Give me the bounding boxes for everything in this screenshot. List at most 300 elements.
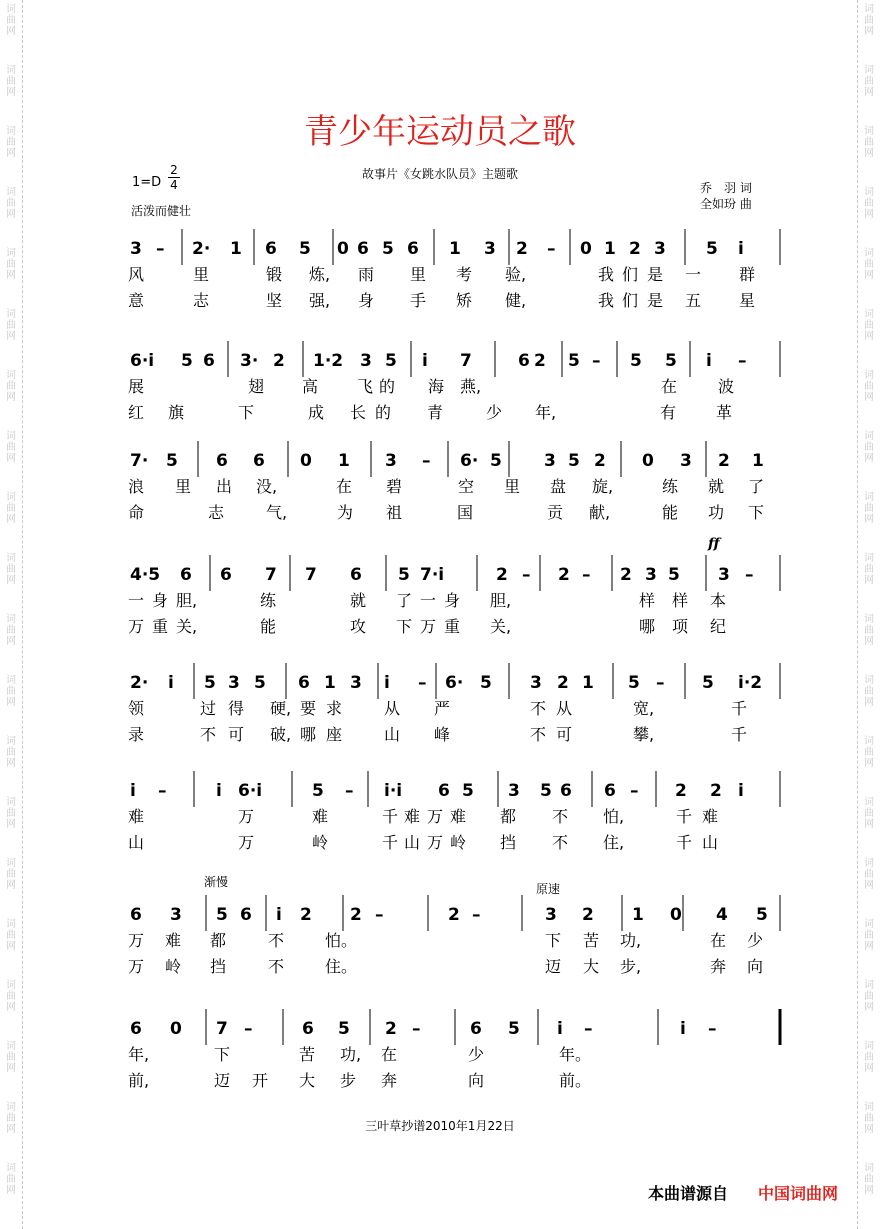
lyric-syllable: 千 <box>731 725 748 744</box>
hold-dash: – <box>522 565 531 585</box>
lyric-syllable: 展 <box>128 377 145 396</box>
note: 3 <box>130 239 142 259</box>
lyric-syllable: 样 <box>672 591 689 610</box>
lyric-syllable: 前。 <box>559 1071 592 1090</box>
lyric-syllable: 可 <box>556 725 573 744</box>
lyric-syllable: 可 <box>228 725 245 744</box>
note: 3 <box>718 565 730 585</box>
note: 2 <box>300 905 312 925</box>
lyric-syllable: 不 <box>200 725 217 744</box>
lyric-syllable: 波 <box>718 377 735 396</box>
ritardando-mark: 渐慢 <box>204 875 229 889</box>
note: 5 <box>398 565 410 585</box>
hold-dash: – <box>345 781 354 801</box>
note: i <box>422 351 428 371</box>
lyric-syllable: 胆, <box>490 591 512 610</box>
lyric-syllable: 了 <box>396 591 413 610</box>
lyric-syllable: 功, <box>340 1045 362 1064</box>
lyric-syllable: 不 <box>530 699 547 718</box>
lyric-syllable: 座 <box>326 725 343 744</box>
lyric-syllable: 难 <box>128 807 145 826</box>
watermark-text: 词 曲 网 <box>6 370 16 403</box>
note: 6 <box>180 565 192 585</box>
lyric-syllable: 从 <box>384 699 401 718</box>
lyric-syllable: 万 <box>128 957 145 976</box>
note: 6 <box>302 1019 314 1039</box>
note: 6 <box>407 239 419 259</box>
lyric-syllable: 一 <box>685 265 702 284</box>
lyric-syllable: 岭 <box>165 957 182 976</box>
note: 3 <box>530 673 542 693</box>
lyric-syllable: 在 <box>336 477 353 496</box>
lyric-syllable: 坚 <box>266 291 283 310</box>
lyric-syllable: 在 <box>661 377 678 396</box>
lyric-line-verse1 <box>0 807 880 831</box>
lyric-syllable: 得 <box>228 699 245 718</box>
note: 6·i <box>238 781 263 801</box>
watermark-text: 词 曲 网 <box>6 858 16 891</box>
lyric-syllable: 空 <box>458 477 475 496</box>
transcriber-note: 三叶草抄谱2010年1月22日 <box>365 1119 515 1133</box>
watermark-text: 词 曲 网 <box>6 1041 16 1074</box>
lyric-syllable: 了 <box>748 477 765 496</box>
hold-dash: – <box>375 905 384 925</box>
note: 1 <box>324 673 336 693</box>
watermark-text: 词 曲 网 <box>864 370 874 403</box>
lyric-syllable: 过 <box>200 699 217 718</box>
lyric-syllable: 志 <box>193 291 210 310</box>
watermark-text: 词 曲 网 <box>864 736 874 769</box>
lyric-syllable: 成 <box>308 403 325 422</box>
note: 6 <box>298 673 310 693</box>
watermark-text: 词 曲 网 <box>864 248 874 281</box>
lyric-syllable: 没, <box>256 477 278 496</box>
lyric-syllable: 样 <box>639 591 656 610</box>
note: 7 <box>265 565 277 585</box>
hold-dash: – <box>745 565 754 585</box>
note: 6·i <box>130 351 155 371</box>
lyric-syllable: 能 <box>260 617 277 636</box>
lyric-syllable: 难 <box>702 807 719 826</box>
note: 5 <box>480 673 492 693</box>
lyric-syllable: 难 <box>404 807 421 826</box>
lyric-syllable: 旗 <box>168 403 185 422</box>
key-signature: 1=D <box>132 175 162 190</box>
note: 2 <box>496 565 508 585</box>
lyric-syllable: 长 <box>350 403 367 422</box>
lyric-syllable: 破, <box>270 725 292 744</box>
lyric-syllable: 不 <box>552 807 569 826</box>
hold-dash: – <box>708 1019 717 1039</box>
lyric-syllable: 千 <box>676 833 693 852</box>
lyric-syllable: 有 <box>660 403 677 422</box>
note: 6 <box>240 905 252 925</box>
lyric-syllable: 山 <box>702 833 719 852</box>
watermark-text: 词 曲 网 <box>864 126 874 159</box>
lyric-syllable: 万 <box>238 807 255 826</box>
lyric-syllable: 锻 <box>266 265 283 284</box>
lyric-syllable: 不 <box>268 957 285 976</box>
watermark-text: 词 曲 网 <box>6 1102 16 1135</box>
note: 2 <box>273 351 285 371</box>
note: 2 <box>534 351 546 371</box>
lyric-syllable: 少 <box>747 931 764 950</box>
note: 5 <box>706 239 718 259</box>
lyric-syllable: 考 <box>456 265 473 284</box>
lyric-syllable: 岭 <box>312 833 329 852</box>
note: 5 <box>508 1019 520 1039</box>
note: 1 <box>752 451 764 471</box>
watermark-text: 词 曲 网 <box>6 431 16 464</box>
watermark-text: 词 曲 网 <box>6 553 16 586</box>
lyric-syllable: 录 <box>128 725 145 744</box>
note: 7 <box>305 565 317 585</box>
song-subtitle: 故事片《女跳水队员》主题歌 <box>361 167 518 181</box>
note: i <box>130 781 136 801</box>
note: 2 <box>582 905 594 925</box>
note: 2· <box>192 239 211 259</box>
note: 6 <box>438 781 450 801</box>
lyric-syllable: 练 <box>260 591 277 610</box>
lyric-line-verse1 <box>0 477 880 501</box>
note: 1 <box>604 239 616 259</box>
lyric-syllable: 献, <box>589 503 611 522</box>
watermark-text: 词 曲 网 <box>6 126 16 159</box>
note: 3 <box>544 451 556 471</box>
lyric-syllable: 千 <box>676 807 693 826</box>
lyric-syllable: 千 <box>382 807 399 826</box>
lyric-syllable: 手 <box>410 291 427 310</box>
lyric-syllable: 求 <box>326 699 343 718</box>
note: 2 <box>594 451 606 471</box>
lyric-syllable: 峰 <box>434 725 451 744</box>
note: i <box>276 905 282 925</box>
lyric-syllable: 翅 <box>248 377 265 396</box>
watermark-text: 词 曲 网 <box>864 919 874 952</box>
notation-row <box>0 895 880 935</box>
source-site-link[interactable]: 中国词曲网 <box>758 1184 839 1203</box>
note: 0 <box>170 1019 182 1039</box>
note: i <box>384 673 390 693</box>
source-label: 本曲谱源自 <box>648 1184 729 1203</box>
note: 5 <box>204 673 216 693</box>
lyric-line-verse1 <box>0 931 880 955</box>
note: 1 <box>582 673 594 693</box>
lyric-syllable: 少 <box>486 403 503 422</box>
note: 2 <box>675 781 687 801</box>
note: i <box>680 1019 686 1039</box>
note: 6 <box>604 781 616 801</box>
watermark-text: 词 曲 网 <box>6 65 16 98</box>
hold-dash: – <box>412 1019 421 1039</box>
lyric-syllable: 步, <box>620 957 642 976</box>
watermark-text: 词 曲 网 <box>864 187 874 220</box>
note: 5 <box>338 1019 350 1039</box>
lyric-syllable: 们 <box>622 291 639 310</box>
tempo-marking: 活泼而健壮 <box>131 204 192 218</box>
watermark-text: 词 曲 网 <box>6 675 16 708</box>
hold-dash: – <box>418 673 427 693</box>
note: 5 <box>299 239 311 259</box>
lyric-syllable: 功, <box>620 931 642 950</box>
note: i <box>557 1019 563 1039</box>
note: 6 <box>253 451 265 471</box>
lyric-syllable: 迈 <box>545 957 562 976</box>
lyric-syllable: 气, <box>266 503 288 522</box>
lyric-syllable: 红 <box>128 403 145 422</box>
lyric-syllable: 命 <box>128 503 145 522</box>
lyric-syllable: 海 <box>428 377 445 396</box>
note: 5 <box>568 351 580 371</box>
note: 5 <box>665 351 677 371</box>
song-title: 青少年运动员之歌 <box>304 112 576 152</box>
lyric-line-verse1 <box>0 265 880 289</box>
lyric-syllable: 重 <box>444 617 461 636</box>
lyric-syllable: 攻 <box>350 617 367 636</box>
lyric-syllable: 从 <box>556 699 573 718</box>
note: 3 <box>360 351 372 371</box>
note: 5 <box>254 673 266 693</box>
hold-dash: – <box>738 351 747 371</box>
lyric-syllable: 里 <box>175 477 192 496</box>
note: i·i <box>384 781 403 801</box>
lyric-syllable: 不 <box>268 931 285 950</box>
note: 6 <box>220 565 232 585</box>
note: 3 <box>228 673 240 693</box>
lyric-syllable: 难 <box>312 807 329 826</box>
notation-row <box>0 229 880 269</box>
note: i <box>216 781 222 801</box>
lyric-syllable: 里 <box>193 265 210 284</box>
lyric-syllable: 功 <box>708 503 725 522</box>
lyric-syllable: 旋, <box>592 477 614 496</box>
lyric-syllable: 在 <box>710 931 727 950</box>
note: 2 <box>710 781 722 801</box>
lyric-syllable: 万 <box>238 833 255 852</box>
meter-top: 2 <box>170 163 178 177</box>
lyric-syllable: 严 <box>434 699 451 718</box>
lyric-syllable: 盘 <box>550 477 567 496</box>
note: 6· <box>445 673 464 693</box>
watermark-text: 词 曲 网 <box>6 309 16 342</box>
lyric-syllable: 就 <box>708 477 725 496</box>
lyric-syllable: 奔 <box>381 1071 398 1090</box>
watermark-text: 词 曲 网 <box>6 1163 16 1196</box>
note: 6 <box>560 781 572 801</box>
watermark-text: 词 曲 网 <box>864 797 874 830</box>
lyric-syllable: 是 <box>647 291 664 310</box>
lyric-syllable: 风 <box>128 265 145 284</box>
hold-dash: – <box>582 565 591 585</box>
watermark-text: 词 曲 网 <box>864 492 874 525</box>
watermark-text: 词 曲 网 <box>6 187 16 220</box>
lyric-syllable: 下 <box>238 403 255 422</box>
note: 6 <box>518 351 530 371</box>
lyric-syllable: 青 <box>427 403 444 422</box>
note: 6 <box>357 239 369 259</box>
hold-dash: – <box>592 351 601 371</box>
note: 7 <box>216 1019 228 1039</box>
lyric-syllable: 我 <box>598 265 615 284</box>
note: 6 <box>203 351 215 371</box>
lyric-syllable: 大 <box>299 1071 316 1090</box>
watermark-text: 词 曲 网 <box>864 1163 874 1196</box>
lyric-syllable: 硬, <box>270 699 292 718</box>
note: 3 <box>508 781 520 801</box>
note: 3 <box>680 451 692 471</box>
lyric-syllable: 苦 <box>583 931 600 950</box>
lyric-syllable: 住, <box>603 833 625 852</box>
note: 2 <box>557 673 569 693</box>
note: 5 <box>630 351 642 371</box>
lyric-syllable: 身 <box>358 291 375 310</box>
watermark-text: 词 曲 网 <box>6 736 16 769</box>
lyric-syllable: 年, <box>535 403 557 422</box>
lyric-syllable: 炼, <box>309 265 331 284</box>
lyric-syllable: 项 <box>672 617 689 636</box>
note: 3· <box>240 351 259 371</box>
note: 5 <box>166 451 178 471</box>
lyric-syllable: 千 <box>382 833 399 852</box>
note: 5 <box>312 781 324 801</box>
lyric-syllable: 能 <box>662 503 679 522</box>
lyric-syllable: 胆, <box>176 591 198 610</box>
watermark-text: 词 曲 网 <box>6 248 16 281</box>
watermark-text: 词 曲 网 <box>864 309 874 342</box>
lyric-syllable: 都 <box>210 931 227 950</box>
lyric-syllable: 志 <box>208 503 225 522</box>
lyric-syllable: 难 <box>450 807 467 826</box>
lyric-line-verse1 <box>0 591 880 615</box>
watermark-text: 词 曲 网 <box>864 431 874 464</box>
lyric-syllable: 开 <box>252 1071 269 1090</box>
note: 4·5 <box>130 565 161 585</box>
note: 3 <box>385 451 397 471</box>
watermark-text: 词 曲 网 <box>6 919 16 952</box>
lyric-syllable: 大 <box>583 957 600 976</box>
lyric-syllable: 年, <box>128 1045 150 1064</box>
lyric-line-verse2 <box>0 725 880 749</box>
note: 5 <box>385 351 397 371</box>
note: 6 <box>130 905 142 925</box>
note: 7 <box>460 351 472 371</box>
lyric-syllable: 万 <box>427 807 444 826</box>
note: 1·2 <box>313 351 344 371</box>
lyric-syllable: 就 <box>350 591 367 610</box>
note: 5 <box>490 451 502 471</box>
lyric-syllable: 关, <box>176 617 198 636</box>
note: 2 <box>448 905 460 925</box>
lyric-syllable: 练 <box>662 477 679 496</box>
lyric-syllable: 强, <box>309 291 331 310</box>
lyric-syllable: 前, <box>128 1071 150 1090</box>
lyric-syllable: 千 <box>731 699 748 718</box>
note: 6· <box>460 451 479 471</box>
note: 2 <box>385 1019 397 1039</box>
lyric-line-verse1 <box>0 699 880 723</box>
lyric-line-verse2 <box>0 833 880 857</box>
watermark-text: 词 曲 网 <box>864 553 874 586</box>
lyric-syllable: 纪 <box>710 617 727 636</box>
note: 3 <box>484 239 496 259</box>
note: 6 <box>470 1019 482 1039</box>
lyric-syllable: 在 <box>381 1045 398 1064</box>
watermark-text: 词 曲 网 <box>864 980 874 1013</box>
lyric-syllable: 难 <box>165 931 182 950</box>
lyric-syllable: 向 <box>468 1071 485 1090</box>
lyric-syllable: 怕。 <box>325 931 358 950</box>
lyric-syllable: 祖 <box>386 503 403 522</box>
watermark-text: 词 曲 网 <box>6 614 16 647</box>
hold-dash: – <box>584 1019 593 1039</box>
lyric-syllable: 哪 <box>639 617 656 636</box>
note: 5 <box>462 781 474 801</box>
lyric-syllable: 身 <box>444 591 461 610</box>
note: 5 <box>628 673 640 693</box>
note: 5 <box>668 565 680 585</box>
notation-row <box>0 441 880 481</box>
lyric-syllable: 万 <box>420 617 437 636</box>
lyric-syllable: 们 <box>622 265 639 284</box>
composer-credit: 全如玢 曲 <box>700 197 752 211</box>
lyric-syllable: 是 <box>647 265 664 284</box>
notation-row <box>0 1009 880 1049</box>
note: 1 <box>632 905 644 925</box>
note: 0 <box>670 905 682 925</box>
note: i·2 <box>738 673 763 693</box>
notation-row <box>0 341 880 381</box>
note: 7·i <box>420 565 445 585</box>
lyric-syllable: 飞 <box>357 377 374 396</box>
lyric-syllable: 住。 <box>325 957 358 976</box>
lyric-syllable: 国 <box>457 503 474 522</box>
note: 5 <box>382 239 394 259</box>
lyric-syllable: 意 <box>128 291 145 310</box>
note: 2· <box>130 673 149 693</box>
hold-dash: – <box>630 781 639 801</box>
lyric-syllable: 山 <box>384 725 401 744</box>
note: 3 <box>545 905 557 925</box>
hold-dash: – <box>158 781 167 801</box>
watermark-text: 词 曲 网 <box>864 4 874 37</box>
hold-dash: – <box>656 673 665 693</box>
note: i <box>738 239 744 259</box>
lyric-line-verse2 <box>0 291 880 315</box>
lyricist-credit: 乔 羽 词 <box>700 181 752 195</box>
watermark-text: 词 曲 网 <box>864 1041 874 1074</box>
note: 6 <box>216 451 228 471</box>
lyric-syllable: 怕, <box>603 807 625 826</box>
watermark-text: 词 曲 网 <box>6 4 16 37</box>
lyric-syllable: 宽, <box>633 699 655 718</box>
lyric-line-verse1 <box>0 1045 880 1069</box>
note: 3 <box>170 905 182 925</box>
lyric-syllable: 万 <box>128 931 145 950</box>
note: 5 <box>568 451 580 471</box>
lyric-syllable: 要 <box>300 699 317 718</box>
note: 5 <box>756 905 768 925</box>
lyric-syllable: 下 <box>545 931 562 950</box>
lyric-syllable: 碧 <box>386 477 403 496</box>
lyric-syllable: 向 <box>747 957 764 976</box>
watermark-text: 词 曲 网 <box>864 65 874 98</box>
note: 0 <box>300 451 312 471</box>
lyric-line-verse1 <box>0 377 880 401</box>
note: 3 <box>645 565 657 585</box>
lyric-syllable: 不 <box>552 833 569 852</box>
lyric-syllable: 下 <box>396 617 413 636</box>
lyric-line-verse2 <box>0 957 880 981</box>
